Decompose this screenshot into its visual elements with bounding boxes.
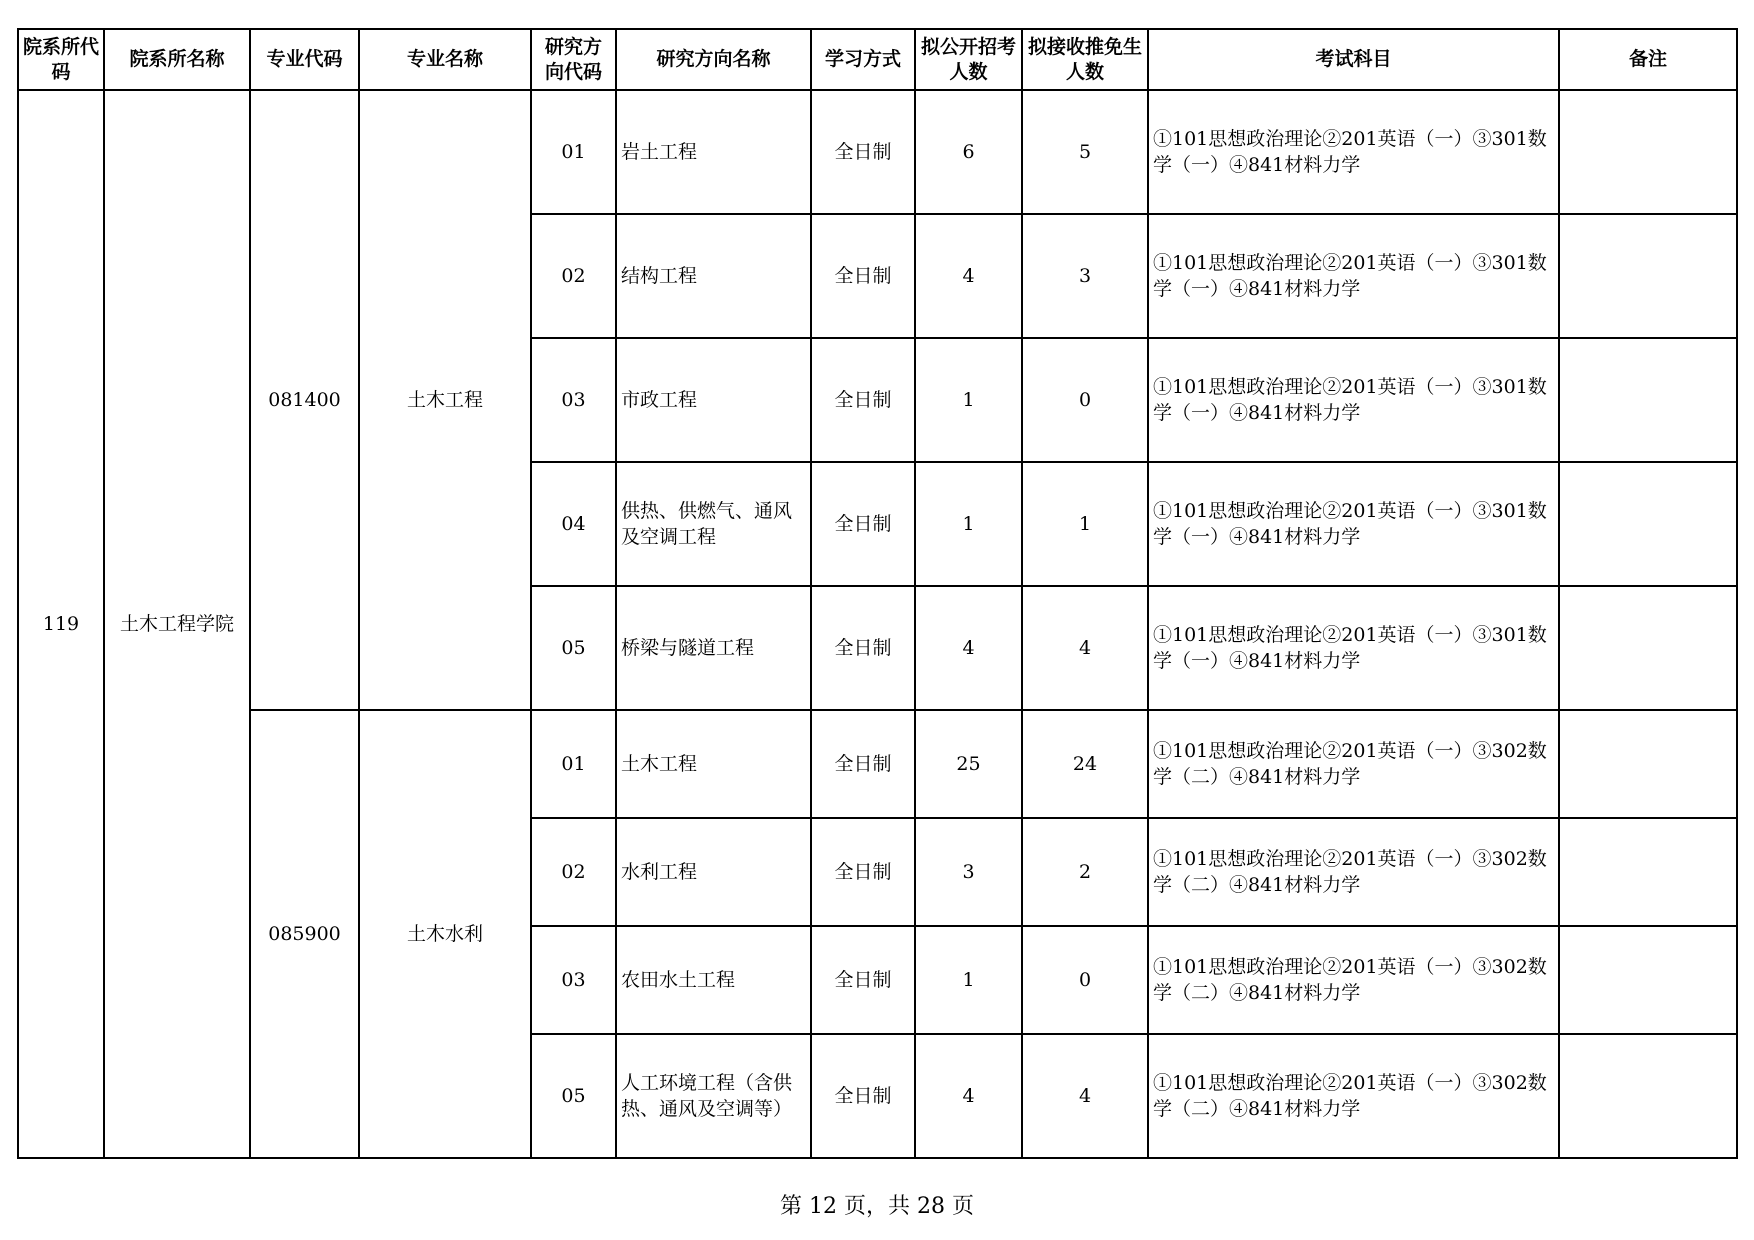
header-dept-name: 院系所名称: [104, 29, 250, 90]
public-quota-cell: 4: [915, 1034, 1022, 1158]
major-name-cell: 土木工程: [359, 90, 531, 710]
header-dept-code: 院系所代码: [18, 29, 104, 90]
enrollment-table: [17, 28, 1738, 1159]
exempt-quota-cell: 0: [1022, 338, 1148, 462]
direction-code-cell: 02: [531, 214, 616, 338]
remarks-cell: [1559, 338, 1737, 462]
remarks-cell: [1559, 1034, 1737, 1158]
header-row: [18, 29, 1737, 90]
direction-name-cell: 水利工程: [616, 818, 811, 926]
remarks-cell: [1559, 710, 1737, 818]
direction-code-cell: 03: [531, 338, 616, 462]
major-name-cell: 土木水利: [359, 710, 531, 1158]
direction-name-cell: 岩土工程: [616, 90, 811, 214]
public-quota-cell: 4: [915, 214, 1022, 338]
exam-subjects-cell: ①101思想政治理论②201英语（一）③302数学（二）④841材料力学: [1148, 818, 1559, 926]
public-quota-cell: 1: [915, 926, 1022, 1034]
study-mode-cell: 全日制: [811, 586, 915, 710]
public-quota-cell: 1: [915, 338, 1022, 462]
direction-code-cell: 01: [531, 90, 616, 214]
exempt-quota-cell: 24: [1022, 710, 1148, 818]
dept-name-cell: 土木工程学院: [104, 90, 250, 1158]
direction-name-cell: 桥梁与隧道工程: [616, 586, 811, 710]
study-mode-cell: 全日制: [811, 338, 915, 462]
direction-code-cell: 01: [531, 710, 616, 818]
direction-name-cell: 土木工程: [616, 710, 811, 818]
remarks-cell: [1559, 462, 1737, 586]
direction-name-cell: 农田水土工程: [616, 926, 811, 1034]
direction-name-cell: 市政工程: [616, 338, 811, 462]
public-quota-cell: 6: [915, 90, 1022, 214]
header-direction-name: 研究方向名称: [616, 29, 811, 90]
direction-name-cell: 结构工程: [616, 214, 811, 338]
exempt-quota-cell: 2: [1022, 818, 1148, 926]
remarks-cell: [1559, 586, 1737, 710]
header-major-name: 专业名称: [359, 29, 531, 90]
header-public-quota: 拟公开招考人数: [915, 29, 1022, 90]
direction-code-cell: 04: [531, 462, 616, 586]
direction-name-cell: 人工环境工程（含供热、通风及空调等）: [616, 1034, 811, 1158]
direction-code-cell: 05: [531, 586, 616, 710]
study-mode-cell: 全日制: [811, 90, 915, 214]
exam-subjects-cell: ①101思想政治理论②201英语（一）③301数学（一）④841材料力学: [1148, 586, 1559, 710]
exempt-quota-cell: 3: [1022, 214, 1148, 338]
header-exempt-quota: 拟接收推免生人数: [1022, 29, 1148, 90]
header-exam-subjects: 考试科目: [1148, 29, 1559, 90]
table-row: [18, 710, 1737, 818]
exam-subjects-cell: ①101思想政治理论②201英语（一）③301数学（一）④841材料力学: [1148, 214, 1559, 338]
major-code-cell: 081400: [250, 90, 359, 710]
exam-subjects-cell: ①101思想政治理论②201英语（一）③302数学（二）④841材料力学: [1148, 710, 1559, 818]
remarks-cell: [1559, 926, 1737, 1034]
exempt-quota-cell: 1: [1022, 462, 1148, 586]
public-quota-cell: 4: [915, 586, 1022, 710]
exempt-quota-cell: 4: [1022, 586, 1148, 710]
exam-subjects-cell: ①101思想政治理论②201英语（一）③302数学（二）④841材料力学: [1148, 1034, 1559, 1158]
remarks-cell: [1559, 90, 1737, 214]
header-study-mode: 学习方式: [811, 29, 915, 90]
exam-subjects-cell: ①101思想政治理论②201英语（一）③301数学（一）④841材料力学: [1148, 338, 1559, 462]
exam-subjects-cell: ①101思想政治理论②201英语（一）③301数学（一）④841材料力学: [1148, 90, 1559, 214]
dept-code-cell: 119: [18, 90, 104, 1158]
study-mode-cell: 全日制: [811, 710, 915, 818]
header-remarks: 备注: [1559, 29, 1737, 90]
study-mode-cell: 全日制: [811, 462, 915, 586]
header-direction-code: 研究方向代码: [531, 29, 616, 90]
public-quota-cell: 25: [915, 710, 1022, 818]
header-major-code: 专业代码: [250, 29, 359, 90]
study-mode-cell: 全日制: [811, 214, 915, 338]
exempt-quota-cell: 4: [1022, 1034, 1148, 1158]
direction-code-cell: 02: [531, 818, 616, 926]
exempt-quota-cell: 5: [1022, 90, 1148, 214]
exam-subjects-cell: ①101思想政治理论②201英语（一）③302数学（二）④841材料力学: [1148, 926, 1559, 1034]
page-number-footer: 第 12 页，共 28 页: [780, 1194, 974, 1219]
public-quota-cell: 1: [915, 462, 1022, 586]
study-mode-cell: 全日制: [811, 926, 915, 1034]
study-mode-cell: 全日制: [811, 1034, 915, 1158]
remarks-cell: [1559, 818, 1737, 926]
remarks-cell: [1559, 214, 1737, 338]
direction-code-cell: 05: [531, 1034, 616, 1158]
exempt-quota-cell: 0: [1022, 926, 1148, 1034]
major-code-cell: 085900: [250, 710, 359, 1158]
exam-subjects-cell: ①101思想政治理论②201英语（一）③301数学（一）④841材料力学: [1148, 462, 1559, 586]
public-quota-cell: 3: [915, 818, 1022, 926]
table-row: [18, 90, 1737, 214]
study-mode-cell: 全日制: [811, 818, 915, 926]
direction-name-cell: 供热、供燃气、通风及空调工程: [616, 462, 811, 586]
direction-code-cell: 03: [531, 926, 616, 1034]
